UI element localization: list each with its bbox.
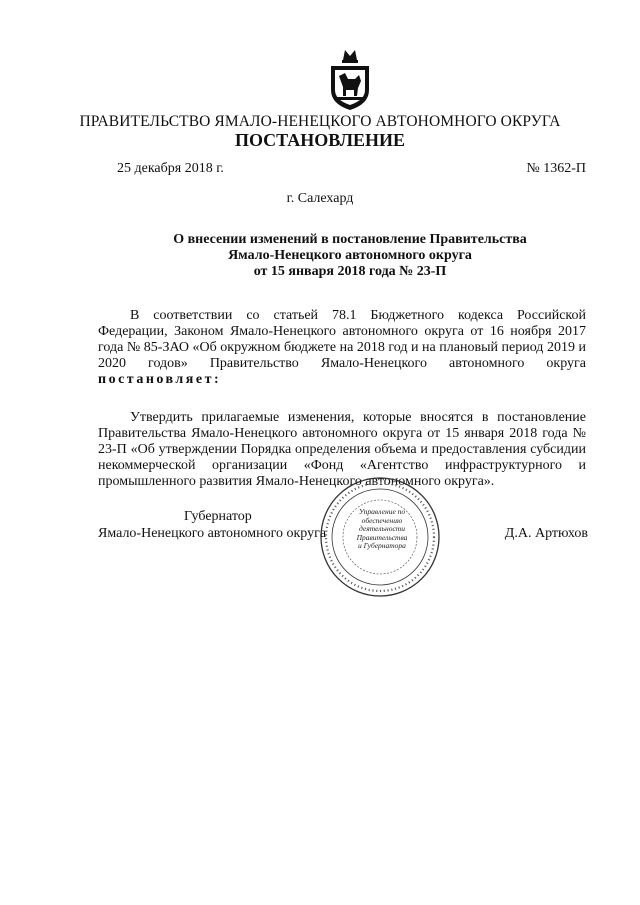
signatory-name: Д.А. Артюхов	[504, 526, 588, 541]
seal-line-5: и Губернатора	[358, 541, 406, 551]
body-paragraph-1	[98, 308, 586, 388]
subject-line-1: О внесении изменений в постановление Правительства	[173, 232, 527, 247]
signatory-region: Ямало-Ненецкого автономного округа	[98, 526, 327, 541]
coat-of-arms-icon	[325, 46, 375, 112]
paragraph-1-emphasis: постановляет:	[98, 372, 222, 387]
seal-line-2: обеспечению	[361, 515, 403, 525]
document-city: г. Салехард	[286, 191, 354, 206]
subject-line-2: Ямало-Ненецкого автономного округа	[228, 248, 472, 263]
seal-line-3: деятельности	[359, 524, 405, 534]
paragraph-1-text: В соответствии со статьей 78.1 Бюджетного кодекса Российской Федерации, Законом Ямало-Ненецкого автономного округа от 16 ноября 2017 года № 85-ЗАО «Об окружном бюджете на 2018 год и на плановый период 2019 и 2020 годов» Правительство Ямало-Ненецкого автономного округа	[98, 308, 586, 371]
body-paragraph-2: Утвердить прилагаемые изменения, которые вносятся в постановление Правительства Ямало-Ненецкого автономного округа от 15 января 2018 года № 23-П «Об утверждении Порядка определения объема и предоставления субсидии некоммерческой организации «Фонд «Агентство инфраструктурного и промышленного развития Ямало-Ненецкого автономного округа».	[98, 410, 586, 489]
government-name: ПРАВИТЕЛЬСТВО ЯМАЛО-НЕНЕЦКОГО АВТОНОМНОГО ОКРУГА	[79, 113, 561, 130]
document-type: ПОСТАНОВЛЕНИЕ	[234, 130, 406, 150]
seal-inner-text	[352, 508, 412, 551]
document-date: 25 декабря 2018 г.	[117, 161, 224, 176]
document-number: № 1362-П	[526, 161, 586, 176]
subject-line-3: от 15 января 2018 года № 23-П	[253, 264, 447, 279]
signatory-title: Губернатор	[184, 509, 252, 524]
seal-line-4: Правительства	[356, 532, 408, 542]
seal-line-1: Управление по	[358, 507, 406, 516]
document-subject	[140, 232, 560, 280]
